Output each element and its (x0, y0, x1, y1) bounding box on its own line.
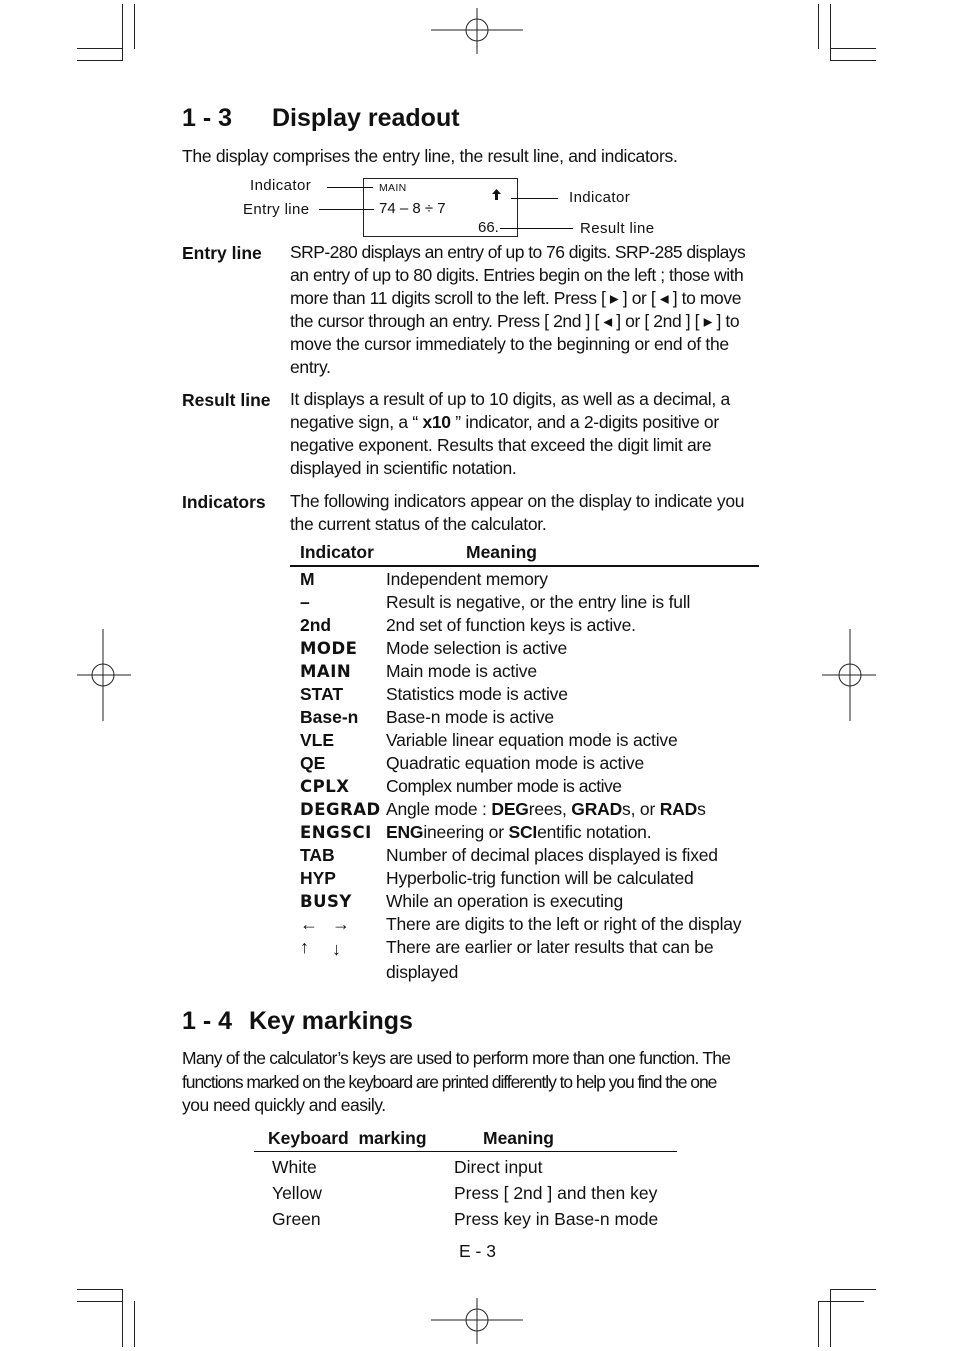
diagram-label-result-line: Result line (580, 220, 655, 237)
text-run: s, or (622, 799, 660, 819)
text-line: It displays a result of up to 10 digits, as well as a decimal, a (290, 389, 730, 409)
lcd-entry-text: 74 – 8 ÷ 7 (379, 200, 446, 217)
table-row (272, 1183, 322, 1204)
text-line (290, 411, 719, 434)
indicator-meaning: Complex number mode is active (386, 776, 622, 796)
indicators-term: Indicators (182, 492, 266, 512)
indicator-name: Base-n (300, 707, 359, 727)
indicator-table-header-indicator: Indicator (300, 542, 374, 562)
text-line: entry. (290, 357, 331, 377)
indicator-meaning: There are digits to the left or right of the display (386, 914, 742, 934)
diagram-label-entry-line: Entry line (243, 201, 310, 218)
indicator-name: – (300, 592, 310, 612)
text-run-bold: RAD (659, 799, 698, 819)
key-meaning: Direct input (454, 1157, 543, 1177)
text-line: move the cursor immediately to the beginning or end of the (290, 334, 729, 354)
text-line: an entry of up to 80 digits. Entries begin on the left ; those with (290, 265, 744, 285)
indicator-name: MODE (300, 639, 358, 658)
indicator-name: 2nd (300, 615, 332, 635)
indicator-meaning: Independent memory (386, 569, 548, 589)
indicator-meaning: Quadratic equation mode is active (386, 753, 644, 773)
registration-mark-right (822, 629, 876, 721)
text-run: ineering or (423, 822, 509, 842)
x10-indicator-text: x10 (422, 412, 451, 432)
registration-mark-bottom (431, 1298, 523, 1344)
indicator-meaning: Statistics mode is active (386, 684, 568, 704)
key-marking: White (272, 1157, 317, 1177)
indicator-name: QE (300, 753, 326, 773)
lcd-result-text: 66. (478, 219, 499, 236)
lcd-mode-indicator: MAIN (379, 182, 407, 194)
text-run: ” indicator, and a 2-digits positive or (450, 412, 719, 432)
left-arrow-icon: ← (300, 914, 318, 934)
indicators-desc-line: the current status of the calculator. (290, 514, 547, 534)
key-marking: Green (272, 1209, 321, 1229)
text-run-bold: GRAD (571, 799, 623, 819)
indicator-meaning: Hyperbolic-trig function will be calculated (386, 868, 694, 888)
indicator-meaning: 2nd set of function keys is active. (386, 615, 636, 635)
indicator-meaning: displayed (386, 962, 459, 982)
text-line: Many of the calculator’s keys are used to perform more than one function. The (182, 1048, 731, 1068)
text-run: rees, (528, 799, 572, 819)
text-line: functions marked on the keyboard are printed differently to help you find the one (182, 1072, 717, 1092)
indicator-name: MAIN (300, 662, 352, 681)
indicator-table (300, 568, 780, 988)
text-run: negative sign, a “ (290, 412, 423, 432)
indicator-table-rule (290, 565, 759, 567)
text-run: Angle mode : (386, 799, 492, 819)
text-line: negative exponent. Results that exceed the digit limit are (290, 435, 712, 455)
key-marking: Yellow (272, 1183, 322, 1203)
registration-mark-top (431, 8, 523, 54)
indicator-meaning: Main mode is active (386, 661, 537, 681)
text-run-bold: DEG (491, 799, 529, 819)
page-number: E - 3 (459, 1241, 496, 1261)
table-row (272, 1209, 321, 1230)
registration-mark-left (77, 629, 131, 721)
lcd-up-arrow-icon (491, 188, 502, 206)
section-14-number: 1 - 4 (182, 1007, 233, 1035)
indicator-name: ENGSCI (300, 823, 372, 842)
result-line-term: Result line (182, 390, 271, 410)
table-row (272, 1157, 317, 1178)
indicator-name: STAT (300, 684, 344, 704)
text-run: s (697, 799, 706, 819)
indicators-desc-line: The following indicators appear on the display to indicate you (290, 491, 745, 511)
indicator-name: M (300, 569, 315, 589)
indicator-meaning (386, 821, 651, 844)
indicator-name: CPLX (300, 777, 350, 796)
leader-indicator-right (511, 198, 558, 199)
entry-line-term: Entry line (182, 243, 262, 263)
key-meaning: Press key in Base-n mode (454, 1209, 659, 1229)
indicator-meaning: Mode selection is active (386, 638, 567, 658)
indicator-name: TAB (300, 845, 335, 865)
section-13-intro: The display comprises the entry line, the result line, and indicators. (182, 146, 678, 166)
indicator-meaning: Number of decimal places displayed is fixed (386, 845, 718, 865)
text-line: the cursor through an entry. Press [ 2nd ] [ ◂ ] or [ 2nd ] [ ▸ ] to (290, 311, 740, 331)
text-run-bold: SCI (508, 822, 538, 842)
indicator-name: VLE (300, 730, 335, 750)
down-arrow-icon: ↓ (332, 939, 341, 959)
text-run: entific notation. (537, 822, 652, 842)
indicator-meaning: Base-n mode is active (386, 707, 554, 727)
text-line: SRP-280 displays an entry of up to 76 digits. SRP-285 displays (290, 242, 746, 262)
indicator-name: HYP (300, 868, 336, 888)
key-table-header-meaning: Meaning (483, 1128, 554, 1148)
key-table-header-marking: Keyboard marking (268, 1128, 427, 1148)
key-meaning: Press [ 2nd ] and then key (454, 1183, 658, 1203)
indicator-meaning: There are earlier or later results that can be (386, 937, 714, 957)
diagram-label-indicator-right: Indicator (569, 189, 631, 206)
indicator-meaning (386, 798, 706, 821)
text-run-bold: ENG (386, 822, 424, 842)
key-table-rule (254, 1151, 677, 1152)
section-14-title: Key markings (249, 1007, 413, 1035)
section-13-title: Display readout (272, 104, 460, 132)
indicator-name: BUSY (300, 892, 352, 911)
indicator-meaning: Variable linear equation mode is active (386, 730, 678, 750)
text-line: you need quickly and easily. (182, 1095, 386, 1115)
up-arrow-icon: ↑ (300, 937, 309, 957)
indicator-meaning: Result is negative, or the entry line is full (386, 592, 691, 612)
diagram-label-indicator-left: Indicator (250, 177, 312, 194)
indicator-table-header-meaning: Meaning (466, 542, 537, 562)
indicator-name: DEGRAD (300, 800, 381, 819)
right-arrow-icon: → (332, 914, 350, 934)
indicator-meaning: While an operation is executing (386, 891, 623, 911)
section-13-number: 1 - 3 (182, 104, 233, 132)
text-line: displayed in scientific notation. (290, 458, 517, 478)
text-line: more than 11 digits scroll to the left. Press [ ▸ ] or [ ◂ ] to move (290, 288, 742, 308)
